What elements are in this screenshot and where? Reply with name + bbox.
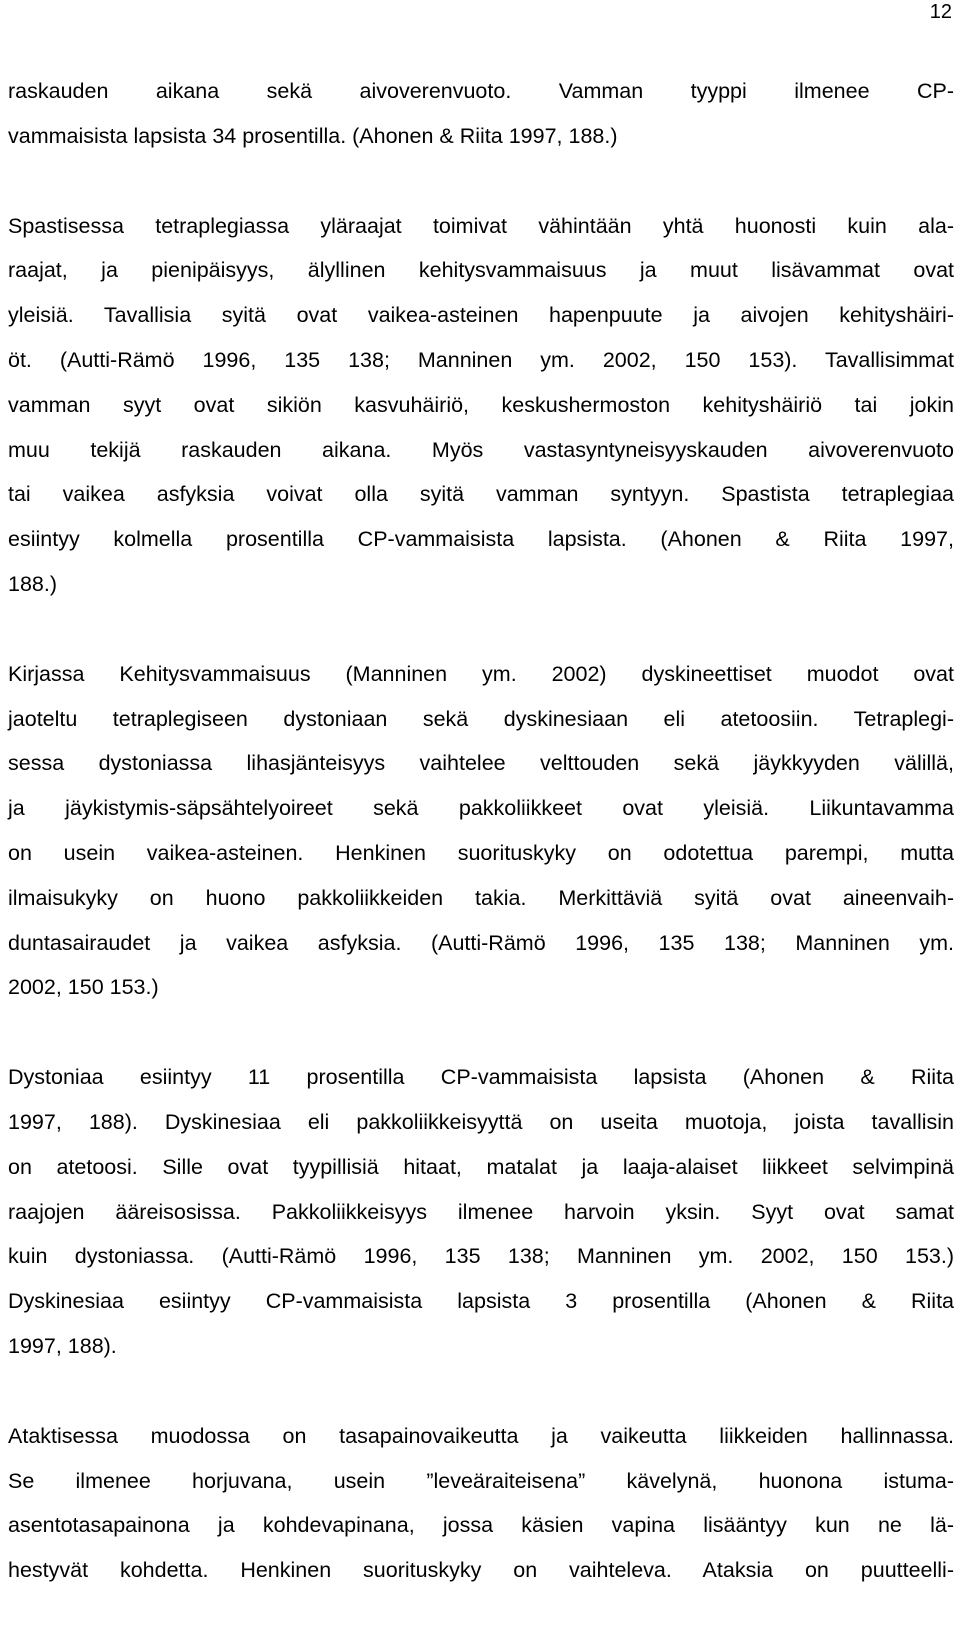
text-line: 188.)	[8, 571, 58, 596]
text-line: Dyskinesiaa esiintyy CP-vammaisista lapsista 3 prosentilla (Ahonen & Riita	[8, 1289, 954, 1314]
text-line: tai vaikea asfyksia voivat olla syitä vamman syntyyn. Spastista tetraplegiaa	[8, 482, 954, 507]
text-line: jaoteltu tetraplegiseen dystoniaan sekä dyskinesiaan eli atetoosiin. Tetraplegi-	[8, 706, 954, 731]
text-line: on usein vaikea-asteinen. Henkinen suorituskyky on odotettua parempi, mutta	[8, 840, 954, 865]
page-number: 12	[929, 1, 952, 23]
paragraph	[8, 1414, 954, 1593]
paragraph-gap	[8, 607, 954, 652]
text-line: 1997, 188).	[8, 1333, 117, 1358]
text-line: duntasairaudet ja vaikea asfyksia. (Autti-Rämö 1996, 135 138; Manninen ym.	[8, 930, 954, 955]
text-line: muu tekijä raskauden aikana. Myös vastasyntyneisyyskauden aivoverenvuoto	[8, 437, 954, 462]
text-line: esiintyy kolmella prosentilla CP-vammaisista lapsista. (Ahonen & Riita 1997,	[8, 527, 954, 552]
paragraph-gap	[8, 159, 954, 204]
paragraph-gap	[8, 1369, 954, 1414]
paragraph	[8, 652, 954, 1010]
text-line: Ataktisessa muodossa on tasapainovaikeutta ja vaikeutta liikkeiden hallinnassa.	[8, 1423, 954, 1448]
text-line: raajojen ääreisosissa. Pakkoliikkeisyys ilmenee harvoin yksin. Syyt ovat samat	[8, 1199, 954, 1224]
text-line: Kirjassa Kehitysvammaisuus (Manninen ym. 2002) dyskineettiset muodot ovat	[8, 661, 954, 686]
text-line: yleisiä. Tavallisia syitä ovat vaikea-asteinen hapenpuute ja aivojen kehityshäiri-	[8, 303, 954, 328]
text-line: on atetoosi. Sille ovat tyypillisiä hitaat, matalat ja laaja-alaiset liikkeet selvimpinä	[8, 1154, 954, 1179]
text-line: kuin dystoniassa. (Autti-Rämö 1996, 135 138; Manninen ym. 2002, 150 153.)	[8, 1244, 954, 1269]
text-line: 1997, 188). Dyskinesiaa eli pakkoliikkeisyyttä on useita muotoja, joista tavallisin	[8, 1109, 954, 1134]
paragraph-gap	[8, 1010, 954, 1055]
text-line: hestyvät kohdetta. Henkinen suorituskyky on vaihteleva. Ataksia on puutteelli-	[8, 1558, 954, 1583]
text-line: raajat, ja pienipäisyys, älyllinen kehitysvammaisuus ja muut lisävammat ovat	[8, 258, 954, 283]
text-line: ilmaisukyky on huono pakkoliikkeiden takia. Merkittäviä syitä ovat aineenvaih-	[8, 885, 954, 910]
text-line: öt. (Autti-Rämö 1996, 135 138; Manninen ym. 2002, 150 153). Tavallisimmat	[8, 347, 954, 372]
text-line: raskauden aikana sekä aivoverenvuoto. Vamman tyyppi ilmenee CP-	[8, 79, 954, 103]
text-line: vamman syyt ovat sikiön kasvuhäiriö, keskushermoston kehityshäiriö tai jokin	[8, 392, 954, 417]
text-line: asentotasapainona ja kohdevapinana, jossa käsien vapina lisääntyy kun ne lä-	[8, 1513, 954, 1538]
document-body	[8, 69, 954, 1593]
paragraph	[8, 1055, 954, 1369]
text-line: vammaisista lapsista 34 prosentilla. (Ahonen & Riita 1997, 188.)	[8, 123, 618, 148]
text-line: Se ilmenee horjuvana, usein ”leveäraiteisena” kävelynä, huonona istuma-	[8, 1468, 954, 1493]
paragraph	[8, 204, 954, 607]
text-line: Spastisessa tetraplegiassa yläraajat toimivat vähintään yhtä huonosti kuin ala-	[8, 213, 954, 238]
text-line: Dystoniaa esiintyy 11 prosentilla CP-vammaisista lapsista (Ahonen & Riita	[8, 1065, 954, 1090]
paragraph	[8, 69, 954, 159]
text-line: sessa dystoniassa lihasjänteisyys vaihtelee velttouden sekä jäykkyyden välillä,	[8, 751, 954, 776]
text-line: 2002, 150 153.)	[8, 975, 159, 1000]
text-line: ja jäykistymis-säpsähtelyoireet sekä pakkoliikkeet ovat yleisiä. Liikuntavamma	[8, 796, 954, 821]
